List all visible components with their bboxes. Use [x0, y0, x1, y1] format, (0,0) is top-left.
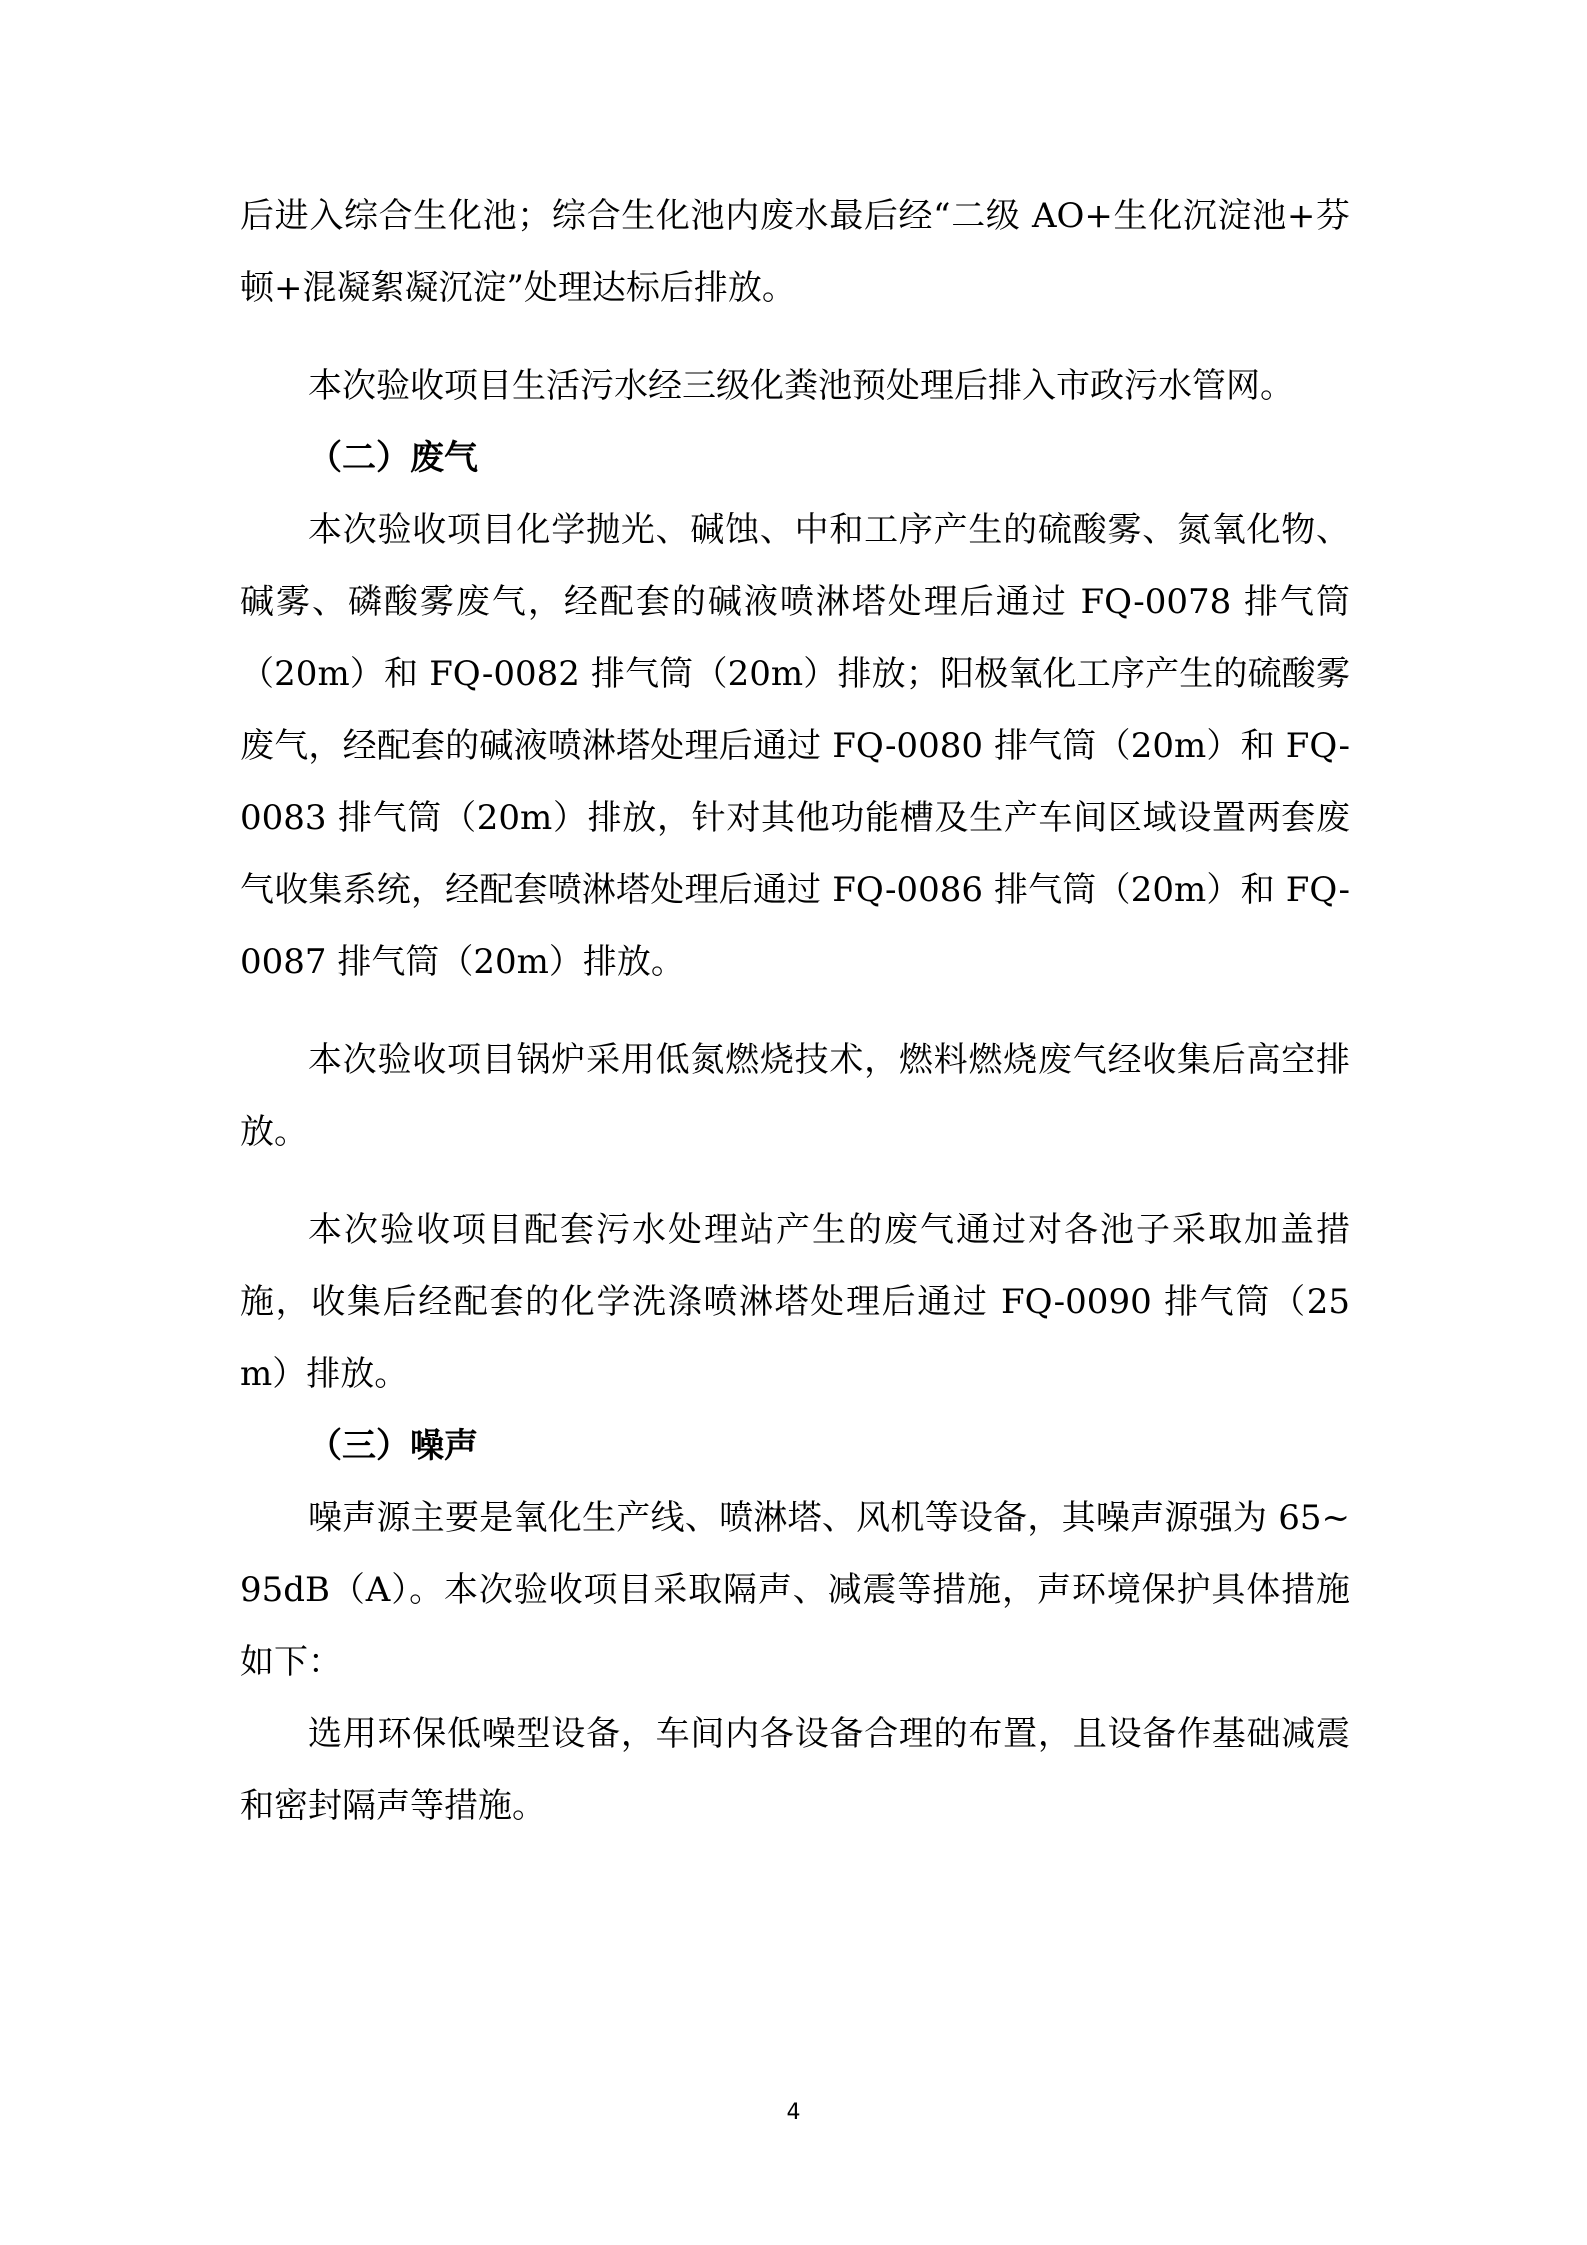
page-number: 4 [786, 2100, 801, 2125]
paragraph-sewage-station-gas: 本次验收项目配套污水处理站产生的废气通过对各池子采取加盖措施，收集后经配套的化学洗涤喷淋塔处理后通过 FQ-0090 排气筒（25m）排放。 [240, 1210, 1350, 1394]
paragraph-noise-source: 噪声源主要是氧化生产线、喷淋塔、风机等设备，其噪声源强为 65~95dB（A）。本次验收项目采取隔声、减震等措施，声环境保护具体措施如下： [240, 1498, 1350, 1682]
section-heading-noise: （三）噪声 [308, 1426, 478, 1466]
paragraph-boiler-emission: 本次验收项目锅炉采用低氮燃烧技术，燃料燃烧废气经收集后高空排放。 [240, 1040, 1350, 1152]
paragraph-exhaust-treatment: 本次验收项目化学抛光、碱蚀、中和工序产生的硫酸雾、氮氧化物、碱雾、磷酸雾废气，经配套的碱液喷淋塔处理后通过 FQ-0078 排气筒（20m）和 FQ-0082 排气筒（20m）排放；阳极氧化工序产生的硫酸雾废气，经配套的碱液喷淋塔处理后通过 FQ-0080 排气筒（20m）和 FQ-0083 排气筒（20m）排放，针对其他功能槽及生产车间区域设置两套废气收集系统，经配套喷淋塔处理后通过 FQ-0086 排气筒（20m）和 FQ-0087 排气筒（20m）排放。 [240, 510, 1350, 982]
paragraph-noise-measures: 选用环保低噪型设备，车间内各设备合理的布置，且设备作基础减震和密封隔声等措施。 [240, 1714, 1350, 1826]
document-body [240, 180, 1350, 1842]
paragraph-domestic-sewage: 本次验收项目生活污水经三级化粪池预处理后排入市政污水管网。 [308, 366, 1294, 406]
section-heading-exhaust-gas: （二）废气 [308, 438, 478, 478]
paragraph-wastewater-treatment: 后进入综合生化池；综合生化池内废水最后经“二级 AO+生化沉淀池+芬顿+混凝絮凝沉淀”处理达标后排放。 [240, 196, 1350, 308]
